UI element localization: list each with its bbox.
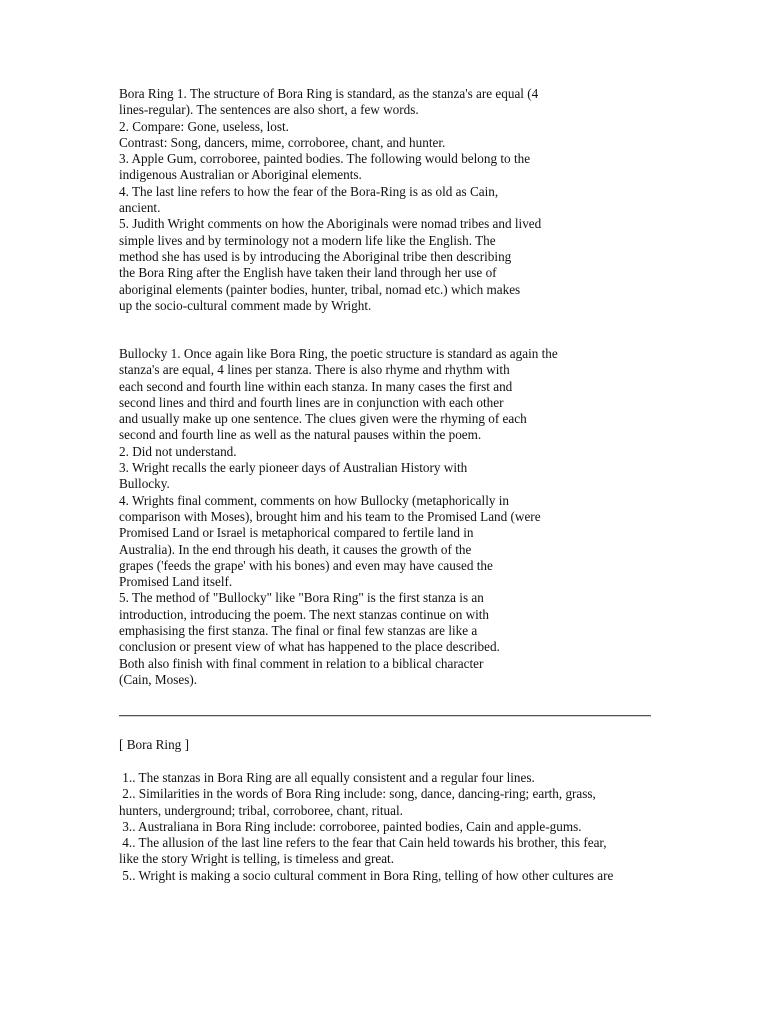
text-line: second lines and third and fourth lines are in conjunction with each other <box>119 394 504 410</box>
text-line: Promised Land itself. <box>119 574 233 590</box>
text-line: Bullocky. <box>119 476 170 492</box>
text-line: Bora Ring 1. The structure of Bora Ring is standard, as the stanza's are equal (4 <box>119 86 539 101</box>
text-line: the Bora Ring after the English have taken their land through her use of <box>119 265 497 281</box>
text-line: ancient. <box>119 200 161 216</box>
text-line: aboriginal elements (painter bodies, hunter, tribal, nomad etc.) which makes <box>119 281 521 297</box>
text-line: 5.. Wright is making a socio cultural comment in Bora Ring, telling of how other cultures are <box>119 867 614 883</box>
text-line: comparison with Moses), brought him and his team to the Promised Land (were <box>119 508 541 524</box>
text-line: 4. The last line refers to how the fear of the Bora-Ring is as old as Cain, <box>119 183 499 199</box>
text-line: 2.. Similarities in the words of Bora Ring include: song, dance, dancing-ring; earth, grass, <box>119 786 596 802</box>
text-line: Bullocky 1. Once again like Bora Ring, the poetic structure is standard as again the <box>119 346 558 361</box>
text-line: conclusion or present view of what has happened to the place described. <box>119 639 500 655</box>
horizontal-divider <box>119 715 651 717</box>
text-line: 3.. Australiana in Bora Ring include: corroboree, painted bodies, Cain and apple-gums. <box>119 818 582 834</box>
text-line: Contrast: Song, dancers, mime, corroboree, chant, and hunter. <box>119 134 446 150</box>
section-heading: [ Bora Ring ] <box>119 737 189 752</box>
bora-ring-notes <box>119 86 541 314</box>
text-line: Australia). In the end through his death, it causes the growth of the <box>119 541 472 557</box>
text-line: 4. Wrights final comment, comments on how Bullocky (metaphorically in <box>119 492 510 508</box>
text-line: indigenous Australian or Aboriginal elements. <box>119 167 362 183</box>
text-line: 5. Judith Wright comments on how the Aboriginals were nomad tribes and lived <box>119 216 542 232</box>
bullocky-notes <box>119 346 558 688</box>
text-line: method she has used is by introducing the Aboriginal tribe then describing <box>119 248 512 264</box>
text-line: stanza's are equal, 4 lines per stanza. There is also rhyme and rhythm with <box>119 362 510 378</box>
text-line: 3. Apple Gum, corroboree, painted bodies. The following would belong to the <box>119 151 531 167</box>
text-line: 1.. The stanzas in Bora Ring are all equally consistent and a regular four lines. <box>119 770 535 785</box>
text-line: 4.. The allusion of the last line refers to the fear that Cain held towards his brother, this fear, <box>119 835 607 851</box>
text-line: and usually make up one sentence. The clues given were the rhyming of each <box>119 411 527 427</box>
text-line: each second and fourth line within each stanza. In many cases the first and <box>119 378 513 394</box>
text-line: 2. Compare: Gone, useless, lost. <box>119 118 289 134</box>
text-line: lines-regular). The sentences are also short, a few words. <box>119 102 419 118</box>
text-line: like the story Wright is telling, is timeless and great. <box>119 851 395 867</box>
text-line: emphasising the first stanza. The final or final few stanzas are like a <box>119 623 478 639</box>
text-line: second and fourth line as well as the natural pauses within the poem. <box>119 427 482 443</box>
text-line: 5. The method of "Bullocky" like "Bora Ring" is the first stanza is an <box>119 590 484 606</box>
text-line: grapes ('feeds the grape' with his bones) and even may have caused the <box>119 557 493 573</box>
text-line: Promised Land or Israel is metaphorical compared to fertile land in <box>119 525 474 541</box>
text-line: hunters, underground; tribal, corroboree, chant, ritual. <box>119 802 403 818</box>
text-line: 3. Wright recalls the early pioneer days of Australian History with <box>119 460 468 476</box>
text-line: (Cain, Moses). <box>119 671 198 687</box>
text-line: Both also finish with final comment in relation to a biblical character <box>119 655 484 671</box>
text-line: up the socio-cultural comment made by Wright. <box>119 297 372 313</box>
text-line: simple lives and by terminology not a modern life like the English. The <box>119 232 496 248</box>
text-line: 2. Did not understand. <box>119 443 237 459</box>
text-line: introduction, introducing the poem. The next stanzas continue on with <box>119 606 490 622</box>
bora-ring-answers <box>119 770 613 884</box>
